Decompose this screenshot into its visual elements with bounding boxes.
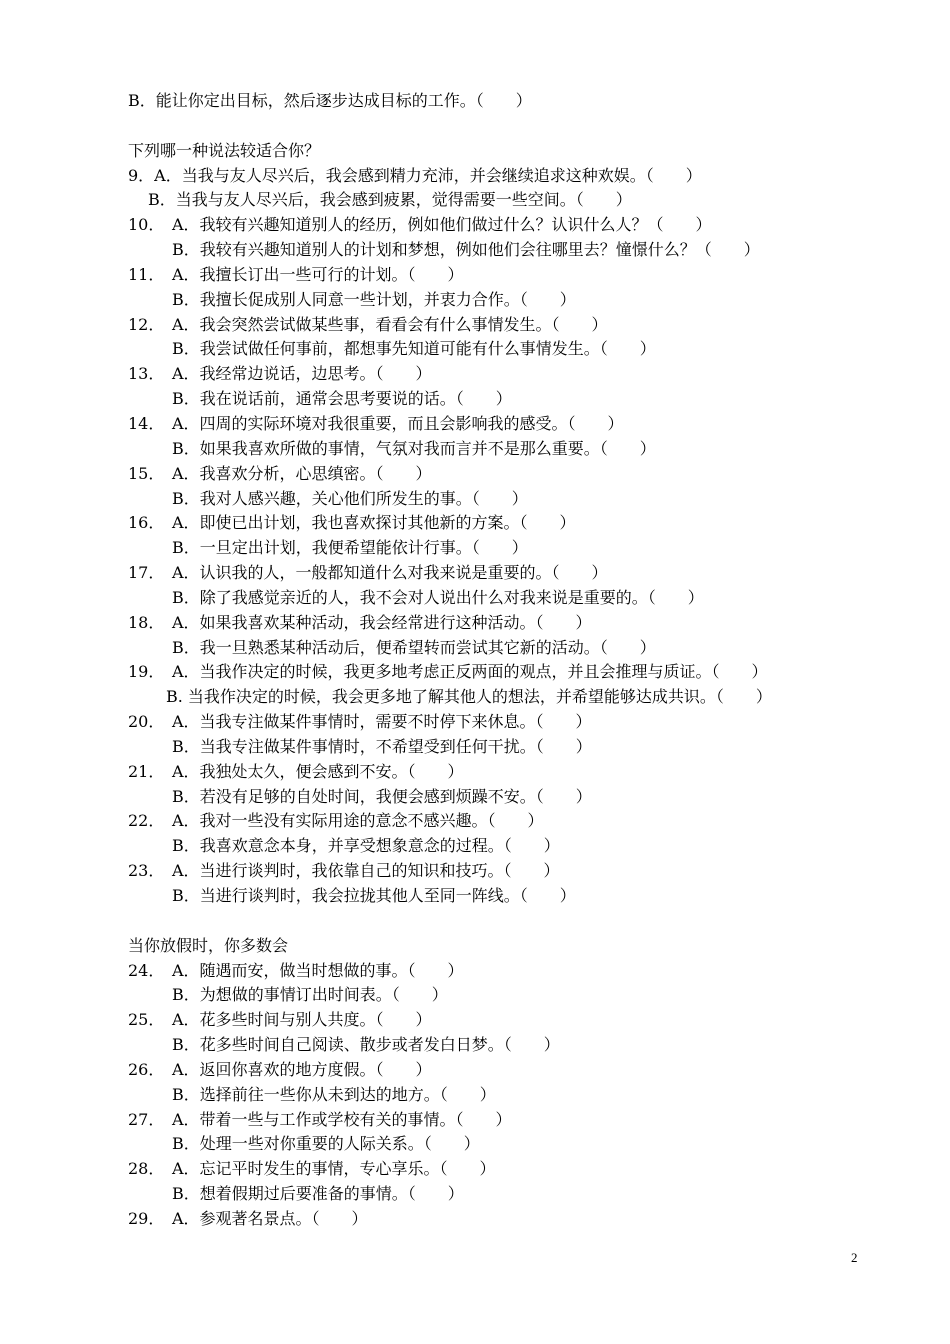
question-option-a — [128, 462, 888, 487]
question-option-a — [128, 1157, 888, 1182]
option-a-text: A．即使已出计划，我也喜欢探讨其他新的方案。（ ） — [172, 513, 576, 533]
question-option-b: B．我擅长促成别人同意一些计划，并衷力合作。（ ） — [172, 289, 576, 309]
question-number: 13． — [128, 364, 165, 384]
question-option-a — [128, 710, 888, 735]
question-number: 27． — [128, 1109, 165, 1129]
question-option-a — [128, 213, 888, 238]
question-option-b: B．花多些时间自己阅读、散步或者发白日梦。（ ） — [172, 1035, 560, 1055]
section2-question-list — [128, 959, 888, 1207]
question-option-b: B．如果我喜欢所做的事情，气氛对我而言并不是那么重要。（ ） — [172, 438, 656, 458]
question-19-option-a: 19． A．当我作决定的时候，我更多地考虑正反两面的观点，并且会推理与质证。（ ） — [128, 662, 768, 682]
question-option-b: B．我喜欢意念本身，并享受想象意念的过程。（ ） — [172, 836, 560, 856]
question-number: 20． — [128, 712, 165, 732]
option-a-text: A．我独处太久，便会感到不安。（ ） — [172, 761, 464, 781]
question-number: 25． — [128, 1010, 165, 1030]
question-option-b: B．我较有兴趣知道别人的计划和梦想，例如他们会往哪里去？憧憬什么？（ ） — [172, 240, 760, 260]
question-option-a — [128, 859, 888, 884]
question-number: 15． — [128, 463, 165, 483]
question-option-b: B．我对人感兴趣，关心他们所发生的事。（ ） — [172, 488, 528, 508]
question-option-a — [128, 412, 888, 437]
option-a-text: A．我擅长订出一些可行的计划。（ ） — [172, 264, 464, 284]
question-option-a — [128, 1058, 888, 1083]
question-option-b: B．选择前往一些你从未到达的地方。（ ） — [172, 1084, 496, 1104]
option-a-text: A．如果我喜欢某种活动，我会经常进行这种活动。（ ） — [172, 612, 592, 632]
page-number: 2 — [851, 1250, 858, 1265]
question-option-a — [128, 611, 888, 636]
question-option-a — [128, 959, 888, 984]
question-option-b: B．想着假期过后要准备的事情。（ ） — [172, 1184, 464, 1204]
spacer — [128, 114, 888, 139]
question-option-a — [128, 362, 888, 387]
question-option-b: B．我在说话前，通常会思考要说的话。（ ） — [172, 389, 512, 409]
question-option-b: B．处理一些对你重要的人际关系。（ ） — [172, 1134, 480, 1154]
option-a-text: A．四周的实际环境对我很重要，而且会影响我的感受。（ ） — [172, 413, 624, 433]
question-number: 21． — [128, 761, 165, 781]
question-option-a — [128, 1108, 888, 1133]
question-option-b: B．我一旦熟悉某种活动后，便希望转而尝试其它新的活动。（ ） — [172, 637, 656, 657]
question-option-b: B．我尝试做任何事前，都想事先知道可能有什么事情发生。（ ） — [172, 339, 656, 359]
question-9-option-a: 9．A．当我与友人尽兴后，我会感到精力充沛，并会继续追求这种欢娱。（ ） — [128, 165, 702, 185]
question-option-b: B．为想做的事情订出时间表。（ ） — [172, 985, 448, 1005]
option-a-text: A．返回你喜欢的地方度假。（ ） — [172, 1059, 432, 1079]
question-option-a — [128, 561, 888, 586]
section1-question-list-2 — [128, 710, 888, 909]
question-option-a — [128, 1008, 888, 1033]
option-a-text: A．当进行谈判时，我依靠自己的知识和技巧。（ ） — [172, 861, 560, 881]
question-option-b: B．除了我感觉亲近的人，我不会对人说出什么对我来说是重要的。（ ） — [172, 587, 704, 607]
option-a-text: A．花多些时间与别人共度。（ ） — [172, 1010, 432, 1030]
question-29-option-a: 29． A．参观著名景点。（ ） — [128, 1208, 368, 1228]
option-a-text: A．我经常边说话，边思考。（ ） — [172, 364, 432, 384]
spacer — [128, 909, 888, 934]
section1-heading: 下列哪一种说法较适合你？ — [128, 140, 321, 160]
section2-heading: 当你放假时，你多数会 — [128, 935, 289, 955]
question-19-option-b: B. 当我作决定的时候，我会更多地了解其他人的想法，并希望能够达成共识。（ ） — [166, 687, 772, 707]
question-number: 28． — [128, 1159, 165, 1179]
option-a-text: A．我对一些没有实际用途的意念不感兴趣。（ ） — [172, 811, 544, 831]
question-number: 12． — [128, 314, 165, 334]
question-option-a — [128, 263, 888, 288]
option-a-text: A．认识我的人，一般都知道什么对我来说是重要的。（ ） — [172, 563, 608, 583]
question-number: 26． — [128, 1059, 165, 1079]
question-option-a — [128, 760, 888, 785]
questionnaire-body — [128, 89, 888, 1232]
option-a-text: A．当我专注做某件事情时，需要不时停下来休息。（ ） — [172, 712, 592, 732]
question-option-b: B．若没有足够的自处时间，我便会感到烦躁不安。（ ） — [172, 786, 592, 806]
option-a-text: A．我喜欢分析，心思缜密。（ ） — [172, 463, 432, 483]
question-option-b: B．一旦定出计划，我便希望能依计行事。（ ） — [172, 538, 528, 558]
question-number: 22． — [128, 811, 165, 831]
question-number: 24． — [128, 960, 165, 980]
option-a-text: A．我较有兴趣知道别人的经历，例如他们做过什么？认识什么人？（ ） — [172, 215, 712, 235]
question-number: 14． — [128, 413, 165, 433]
question-number: 16． — [128, 513, 165, 533]
question-number: 18． — [128, 612, 165, 632]
option-a-text: A．随遇而安，做当时想做的事。（ ） — [172, 960, 464, 980]
question-number: 23． — [128, 861, 165, 881]
question-option-a — [128, 809, 888, 834]
section1-question-list — [128, 213, 888, 660]
question-option-a — [128, 511, 888, 536]
option-a-text: A．我会突然尝试做某些事，看看会有什么事情发生。（ ） — [172, 314, 608, 334]
question-option-b: B．当我专注做某件事情时，不希望受到任何干扰。（ ） — [172, 736, 592, 756]
intro-option-b: B．能让你定出目标，然后逐步达成目标的工作。（ ） — [128, 91, 532, 110]
question-number: 11． — [128, 264, 165, 284]
question-9-option-b: B．当我与友人尽兴后，我会感到疲累，觉得需要一些空间。（ ） — [148, 190, 632, 210]
question-number: 17． — [128, 563, 165, 583]
question-option-a — [128, 313, 888, 338]
question-option-b: B．当进行谈判时，我会拉拢其他人至同一阵线。（ ） — [172, 886, 576, 905]
option-a-text: A．忘记平时发生的事情，专心享乐。（ ） — [172, 1159, 496, 1179]
option-a-text: A．带着一些与工作或学校有关的事情。（ ） — [172, 1109, 512, 1129]
question-number: 10． — [128, 215, 165, 235]
